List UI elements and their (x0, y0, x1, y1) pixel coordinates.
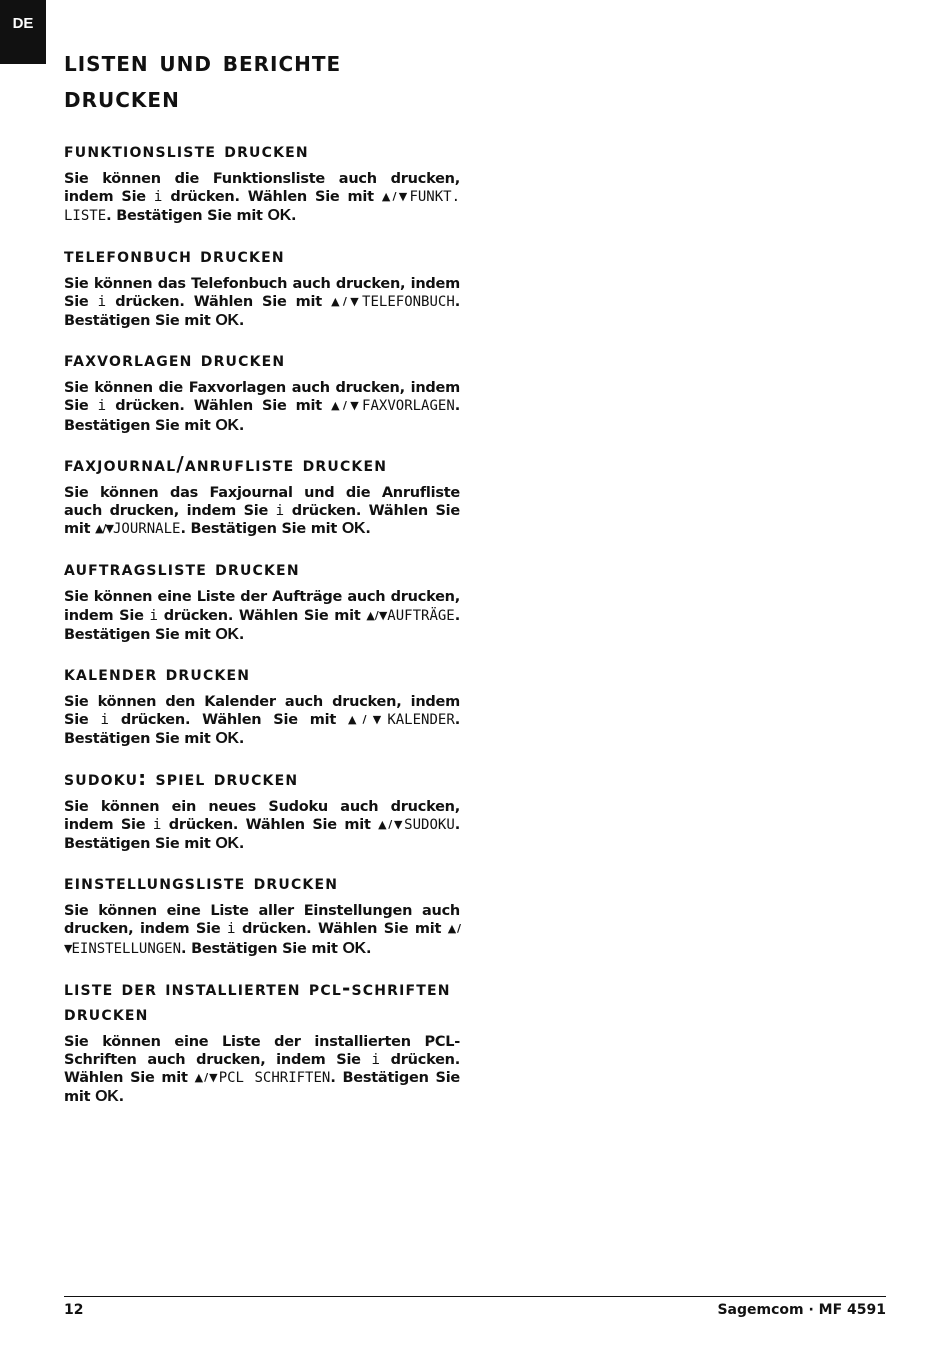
body-text: . (291, 208, 297, 225)
up-down-arrows-icon: ▲/▼ (366, 608, 388, 622)
page-number: 12 (64, 1302, 84, 1318)
up-down-arrows-icon: ▲/▼ (95, 522, 113, 536)
section-heading: sudoku: spiel drucken (64, 765, 299, 790)
body-text: . Bestätigen Sie mit (180, 521, 342, 538)
content-column (64, 44, 460, 1124)
body-text: drücken. Wählen Sie mit (161, 816, 379, 833)
body-text: drücken. Wählen Sie mit (235, 921, 448, 938)
up-down-arrows-icon: ▲/▼ (378, 817, 405, 831)
up-down-arrows-icon: ▲/▼ (347, 713, 388, 727)
ok-key-label: OK (341, 520, 366, 538)
menu-entry-label: EINSTELLUNGEN (71, 940, 182, 957)
ok-key-label: OK (215, 835, 239, 853)
body-text: Sie können die Faxvorlagen auch drucken, indem Sie (64, 380, 460, 415)
body-text: . Bestätigen Sie mit (106, 208, 268, 225)
menu-entry-label: PCL SCHRIFTEN (218, 1070, 331, 1087)
section-body (64, 798, 460, 854)
up-down-arrows-icon: ▲/▼ (331, 294, 363, 308)
section-block (64, 976, 460, 1107)
section-heading: funktionsliste drucken (64, 138, 309, 162)
body-text: . (238, 731, 245, 748)
body-text: Sie können eine Liste der Aufträge auch drucken, indem Sie (64, 589, 460, 624)
body-text: . Bestätigen Sie mit (64, 607, 460, 643)
section-body (64, 275, 460, 331)
up-down-arrows-icon: ▲/▼ (331, 399, 363, 413)
section-heading: einstellungsliste drucken (64, 870, 339, 895)
ok-key-label: OK (215, 625, 239, 643)
info-key-label: i (152, 816, 162, 833)
body-text: . (118, 1089, 124, 1106)
body-text: Sie können eine Liste der installierten PCL-Schriften auch drucken, indem Sie (64, 1033, 460, 1069)
language-tab: DE (0, 0, 46, 64)
body-text: . Bestätigen Sie mit (181, 940, 343, 957)
section-heading: liste der installierten pcl-schriften drucken (64, 975, 451, 1025)
section-body (64, 170, 460, 226)
body-text: Sie können ein neues Sudoku auch drucken, indem Sie (64, 798, 460, 833)
info-key-label: i (275, 503, 285, 520)
body-text: . (238, 313, 245, 330)
up-down-arrows-icon: ▲/▼ (64, 922, 461, 955)
ok-key-label: OK (95, 1088, 119, 1106)
body-text: Sie können eine Liste aller Einstellungen auch drucken, indem Sie (64, 903, 460, 938)
section-heading: faxvorlagen drucken (64, 347, 286, 372)
info-key-label: i (227, 921, 236, 938)
body-text: drücken. Wählen Sie mit (157, 607, 367, 624)
body-text: . (365, 940, 372, 957)
section-heading: faxjournal/anrufliste drucken (64, 451, 388, 476)
menu-entry-label: FUNKT. LISTE (64, 189, 461, 225)
section-block (64, 347, 460, 435)
info-key-label: i (149, 607, 158, 624)
info-key-label: i (97, 293, 107, 310)
section-heading: auftragsliste drucken (64, 556, 300, 581)
section-body (64, 902, 460, 959)
ok-key-label: OK (342, 939, 366, 957)
menu-entry-label: FAXVORLAGEN (362, 398, 455, 415)
body-text: . Bestätigen Sie mit (64, 712, 461, 748)
section-block (64, 766, 460, 854)
section-heading: kalender drucken (64, 661, 251, 686)
up-down-arrows-icon: ▲/▼ (194, 1071, 219, 1085)
info-key-label: i (371, 1052, 380, 1069)
body-text: Sie können das Telefonbuch auch drucken, indem Sie (64, 275, 460, 310)
info-key-label: i (97, 398, 107, 415)
body-text: drücken. Wählen Sie mit (162, 189, 382, 206)
body-text: . (365, 521, 371, 538)
up-down-arrows-icon: ▲/▼ (381, 190, 410, 204)
section-body (64, 379, 460, 435)
menu-entry-label: SUDOKU (404, 816, 455, 833)
info-key-label: i (153, 189, 163, 206)
menu-entry-label: JOURNALE (113, 521, 181, 538)
body-text: drücken. Wählen Sie mit (108, 712, 348, 729)
body-text: Sie können den Kalender auch drucken, indem Sie (64, 694, 460, 729)
body-text: . Bestätigen Sie mit (64, 1070, 460, 1106)
ok-key-label: OK (215, 312, 239, 330)
section-body (64, 588, 460, 644)
ok-key-label: OK (267, 207, 292, 225)
info-key-label: i (100, 712, 109, 729)
body-text: Sie können das Faxjournal und die Anrufliste auch drucken, indem Sie (64, 484, 460, 520)
section-body (64, 484, 460, 540)
section-body (64, 693, 460, 749)
menu-entry-label: KALENDER (387, 712, 455, 729)
body-text: . (238, 836, 245, 853)
menu-entry-label: AUFTRÄGE (387, 607, 455, 624)
body-text: . (238, 417, 245, 434)
section-block (64, 661, 460, 749)
section-block (64, 452, 460, 540)
sections-list (64, 138, 460, 1107)
body-text: . (238, 626, 245, 643)
section-block (64, 556, 460, 644)
ok-key-label: OK (215, 416, 239, 434)
body-text: . Bestätigen Sie mit (64, 293, 461, 330)
section-body (64, 1033, 460, 1107)
body-text: drücken. Wählen Sie mit (106, 293, 332, 310)
menu-entry-label: TELEFONBUCH (362, 293, 455, 310)
section-block (64, 138, 460, 226)
page-title: listen und berichte drucken (64, 45, 342, 114)
body-text: . Bestätigen Sie mit (64, 398, 461, 434)
body-text: Sie können die Funktionsliste auch drucken, indem Sie (64, 171, 460, 206)
body-text: drücken. Wählen Sie mit (64, 1052, 461, 1087)
section-block (64, 870, 460, 959)
body-text: . Bestätigen Sie mit (64, 816, 461, 853)
footer-divider (64, 1296, 886, 1297)
section-heading: telefonbuch drucken (64, 242, 285, 267)
footer-brand: Sagemcom · MF 4591 (717, 1302, 886, 1318)
section-block (64, 243, 460, 331)
body-text: drücken. Wählen Sie mit (64, 503, 460, 538)
ok-key-label: OK (215, 730, 239, 748)
body-text: drücken. Wählen Sie mit (106, 398, 332, 415)
